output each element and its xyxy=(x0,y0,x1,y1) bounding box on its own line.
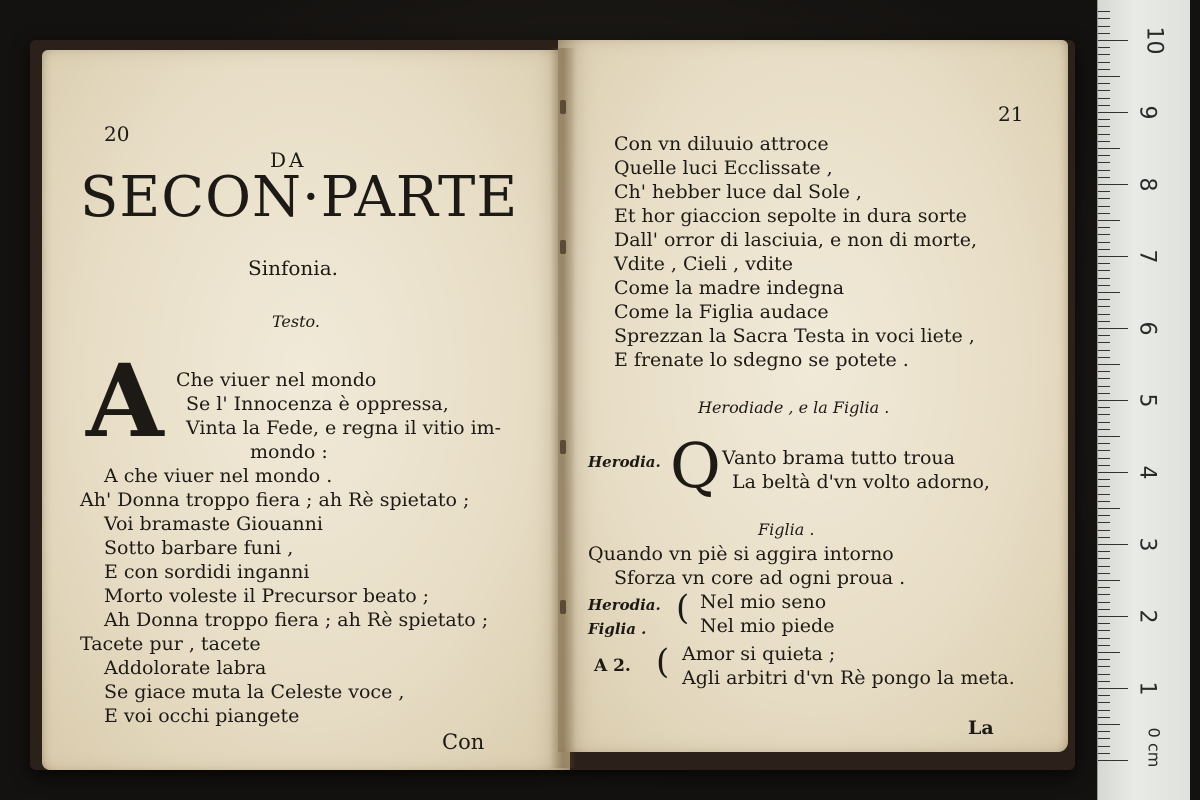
heading-large: SECON·PARTE xyxy=(80,165,519,230)
ruler-tick xyxy=(1098,501,1110,502)
ruler-tick xyxy=(1098,659,1110,660)
ruler-tick xyxy=(1098,47,1110,48)
ruler-tick xyxy=(1098,278,1110,279)
ruler-tick xyxy=(1098,573,1110,574)
ruler-tick xyxy=(1098,141,1110,142)
ruler-tick xyxy=(1098,472,1128,473)
ruler-tick xyxy=(1098,558,1110,559)
ruler-tick xyxy=(1098,342,1110,343)
ruler-tick xyxy=(1098,522,1110,523)
catchword-left: Con xyxy=(442,730,485,754)
verse-line: Se giace muta la Celeste voce , xyxy=(104,681,405,703)
ruler-tick xyxy=(1098,688,1128,689)
ruler-tick xyxy=(1098,580,1120,581)
ruler-tick xyxy=(1098,407,1110,408)
ruler-tick xyxy=(1098,263,1110,264)
verse-line: Vdite , Cieli , vdite xyxy=(614,253,793,275)
ruler-tick xyxy=(1098,213,1110,214)
ruler-tick xyxy=(1098,83,1110,84)
ruler-tick xyxy=(1098,206,1110,207)
ruler-tick xyxy=(1098,746,1110,747)
ruler-tick xyxy=(1098,33,1110,34)
ruler-tick xyxy=(1098,299,1110,300)
ruler-tick xyxy=(1098,414,1110,415)
ruler-number: 9 xyxy=(1134,105,1160,120)
ruler-tick xyxy=(1098,270,1110,271)
ruler-tick xyxy=(1098,98,1110,99)
verse-line: Morto voleste il Precursor beato ; xyxy=(104,585,430,607)
ruler-tick xyxy=(1098,710,1110,711)
ruler-tick xyxy=(1098,26,1110,27)
speaker-label-herodia: Herodia. xyxy=(588,453,661,471)
verse-line: Amor si quieta ; xyxy=(682,643,836,665)
verse-line: Quando vn piè si aggira intorno xyxy=(588,543,894,565)
ruler-tick xyxy=(1098,54,1110,55)
drop-cap-a: A xyxy=(86,342,164,460)
verse-line: Nel mio seno xyxy=(700,591,827,613)
ruler-tick xyxy=(1098,357,1110,358)
ruler-tick xyxy=(1098,285,1110,286)
ruler-tick xyxy=(1098,162,1110,163)
ruler-tick xyxy=(1098,400,1128,401)
ruler-tick xyxy=(1098,429,1110,430)
ruler-tick xyxy=(1098,738,1110,739)
ruler-tick xyxy=(1098,227,1110,228)
measurement-ruler xyxy=(1097,0,1190,800)
ruler-tick xyxy=(1098,717,1110,718)
ruler-tick xyxy=(1098,645,1110,646)
ruler-tick xyxy=(1098,458,1110,459)
ruler-tick xyxy=(1098,393,1110,394)
ruler-tick xyxy=(1098,321,1110,322)
verse-line: Che viuer nel mondo xyxy=(176,369,377,391)
page-number-left: 20 xyxy=(104,122,130,146)
verse-line: Addolorate labra xyxy=(104,657,267,679)
ruler-tick xyxy=(1098,616,1128,617)
ruler-tick xyxy=(1098,220,1120,221)
ruler-tick xyxy=(1098,652,1120,653)
verse-line: Agli arbitri d'vn Rè pongo la meta. xyxy=(682,667,1015,689)
ruler-tick xyxy=(1098,537,1110,538)
verse-line: Ah Donna troppo fiera ; ah Rè spietato ; xyxy=(104,609,489,631)
ruler-tick xyxy=(1098,753,1110,754)
ruler-tick xyxy=(1098,126,1110,127)
ruler-tick xyxy=(1098,465,1110,466)
page-number-right: 21 xyxy=(998,102,1024,126)
verse-line: La beltà d'vn volto adorno, xyxy=(732,471,990,493)
ruler-tick xyxy=(1098,760,1128,761)
verse-line: Ch' hebber luce dal Sole , xyxy=(614,181,862,203)
ruler-tick xyxy=(1098,242,1110,243)
duet-label-herodia: Herodia. xyxy=(588,596,661,614)
ruler-tick xyxy=(1098,479,1110,480)
ruler-tick xyxy=(1098,292,1120,293)
ruler-number: 1 xyxy=(1134,681,1160,696)
ruler-tick xyxy=(1098,191,1110,192)
verse-line: Vinta la Fede, e regna il vitio im- xyxy=(186,417,502,439)
ruler-unit: 0 cm xyxy=(1144,727,1164,768)
ruler-tick xyxy=(1098,450,1110,451)
verse-line: Come la madre indegna xyxy=(614,277,845,299)
ruler-tick xyxy=(1098,371,1110,372)
verse-line: Quelle luci Ecclissate , xyxy=(614,157,833,179)
ruler-tick xyxy=(1098,623,1110,624)
ruler-number: 3 xyxy=(1134,537,1160,552)
ruler-tick xyxy=(1098,119,1110,120)
ruler-tick xyxy=(1098,494,1110,495)
ruler-tick xyxy=(1098,90,1110,91)
ruler-tick xyxy=(1098,184,1128,185)
ruler-tick xyxy=(1098,112,1128,113)
ruler-tick xyxy=(1098,695,1110,696)
ruler-tick xyxy=(1098,436,1120,437)
figlia-heading: Figlia . xyxy=(758,520,815,539)
ruler-tick xyxy=(1098,486,1110,487)
ruler-tick xyxy=(1098,378,1110,379)
ruler-tick xyxy=(1098,11,1110,12)
ruler-tick xyxy=(1098,148,1120,149)
ruler-number: 4 xyxy=(1134,465,1160,480)
ruler-tick xyxy=(1098,328,1128,329)
verse-line: Sprezzan la Sacra Testa in voci liete , xyxy=(614,325,975,347)
ruler-tick xyxy=(1098,551,1110,552)
ruler-number: 7 xyxy=(1134,249,1160,264)
ruler-tick xyxy=(1098,256,1128,257)
ruler-tick xyxy=(1098,40,1128,41)
speaker-testo: Testo. xyxy=(272,312,320,331)
ruler-tick xyxy=(1098,666,1110,667)
ruler-tick xyxy=(1098,177,1110,178)
section-title: Sinfonia. xyxy=(248,256,338,280)
ruler-tick xyxy=(1098,335,1110,336)
brace-glyph: ( xyxy=(676,588,690,628)
right-page xyxy=(558,40,1068,752)
heading-small: DA xyxy=(270,148,307,172)
verse-line: Voi bramaste Giouanni xyxy=(104,513,323,535)
verse-line: Come la Figlia audace xyxy=(614,301,829,323)
verse-line: Nel mio piede xyxy=(700,615,835,637)
binding-stitch xyxy=(560,440,566,454)
catchword-right: La xyxy=(968,717,994,739)
ruler-tick xyxy=(1098,566,1110,567)
verse-line: Tacete pur , tacete xyxy=(80,633,261,655)
ruler-number: 5 xyxy=(1134,393,1160,408)
ruler-tick xyxy=(1098,364,1120,365)
verse-line: Et hor giaccion sepolte in dura sorte xyxy=(614,205,967,227)
ruler-tick xyxy=(1098,350,1110,351)
ruler-tick xyxy=(1098,69,1110,70)
verse-line: E con sordidi inganni xyxy=(104,561,310,583)
ruler-tick xyxy=(1098,674,1110,675)
binding-stitch xyxy=(560,240,566,254)
ruler-tick xyxy=(1098,630,1110,631)
ruler-number: 2 xyxy=(1134,609,1160,624)
ruler-tick xyxy=(1098,544,1128,545)
book-gutter xyxy=(550,48,576,768)
verse-line: Se l' Innocenza è oppressa, xyxy=(186,393,449,415)
brace-glyph: ( xyxy=(656,642,670,682)
left-page xyxy=(42,50,570,770)
ruler-tick xyxy=(1098,594,1110,595)
ruler-tick xyxy=(1098,724,1120,725)
ruler-tick xyxy=(1098,105,1110,106)
verse-line: Dall' orror di lasciuia, e non di morte, xyxy=(614,229,977,251)
ruler-tick xyxy=(1098,249,1110,250)
ruler-tick xyxy=(1098,155,1110,156)
ruler-tick xyxy=(1098,386,1110,387)
ruler-tick xyxy=(1098,731,1110,732)
ruler-number: 10 xyxy=(1141,26,1167,55)
ruler-tick xyxy=(1098,306,1110,307)
binding-stitch xyxy=(560,100,566,114)
verse-line: Con vn diluuio attroce xyxy=(614,133,829,155)
verse-line: Vanto brama tutto troua xyxy=(722,447,955,469)
ruler-tick xyxy=(1098,530,1110,531)
drop-cap-q: Q xyxy=(670,429,721,502)
verse-line: mondo : xyxy=(250,441,328,463)
duet-label-figlia: Figlia . xyxy=(588,620,647,638)
verse-line: Sotto barbare funi , xyxy=(104,537,294,559)
ruler-number: 6 xyxy=(1134,321,1160,336)
ruler-tick xyxy=(1098,638,1110,639)
verse-line: Ah' Donna troppo fiera ; ah Rè spietato ; xyxy=(80,489,470,511)
ruler-tick xyxy=(1098,18,1110,19)
ruler-tick xyxy=(1098,609,1110,610)
ruler-tick xyxy=(1098,314,1110,315)
ruler-tick xyxy=(1098,198,1110,199)
ruler-tick xyxy=(1098,234,1110,235)
ruler-tick xyxy=(1098,602,1110,603)
ruler-tick xyxy=(1098,702,1110,703)
a2-label: A 2. xyxy=(594,656,631,676)
binding-stitch xyxy=(560,600,566,614)
ruler-tick xyxy=(1098,134,1110,135)
ruler-tick xyxy=(1098,422,1110,423)
verse-line: A che viuer nel mondo . xyxy=(104,465,333,487)
open-book xyxy=(30,40,1075,770)
verse-line: E frenate lo sdegno se potete . xyxy=(614,349,909,371)
ruler-tick xyxy=(1098,76,1120,77)
ruler-tick xyxy=(1098,443,1110,444)
speakers-heading: Herodiade , e la Figlia . xyxy=(698,398,890,417)
ruler-number: 8 xyxy=(1134,177,1160,192)
ruler-tick xyxy=(1098,681,1110,682)
ruler-tick xyxy=(1098,587,1110,588)
ruler-tick xyxy=(1098,515,1110,516)
ruler-tick xyxy=(1098,170,1110,171)
verse-line: E voi occhi piangete xyxy=(104,705,300,727)
ruler-tick xyxy=(1098,62,1110,63)
ruler-tick xyxy=(1098,508,1120,509)
verse-line: Sforza vn core ad ogni proua . xyxy=(614,567,906,589)
